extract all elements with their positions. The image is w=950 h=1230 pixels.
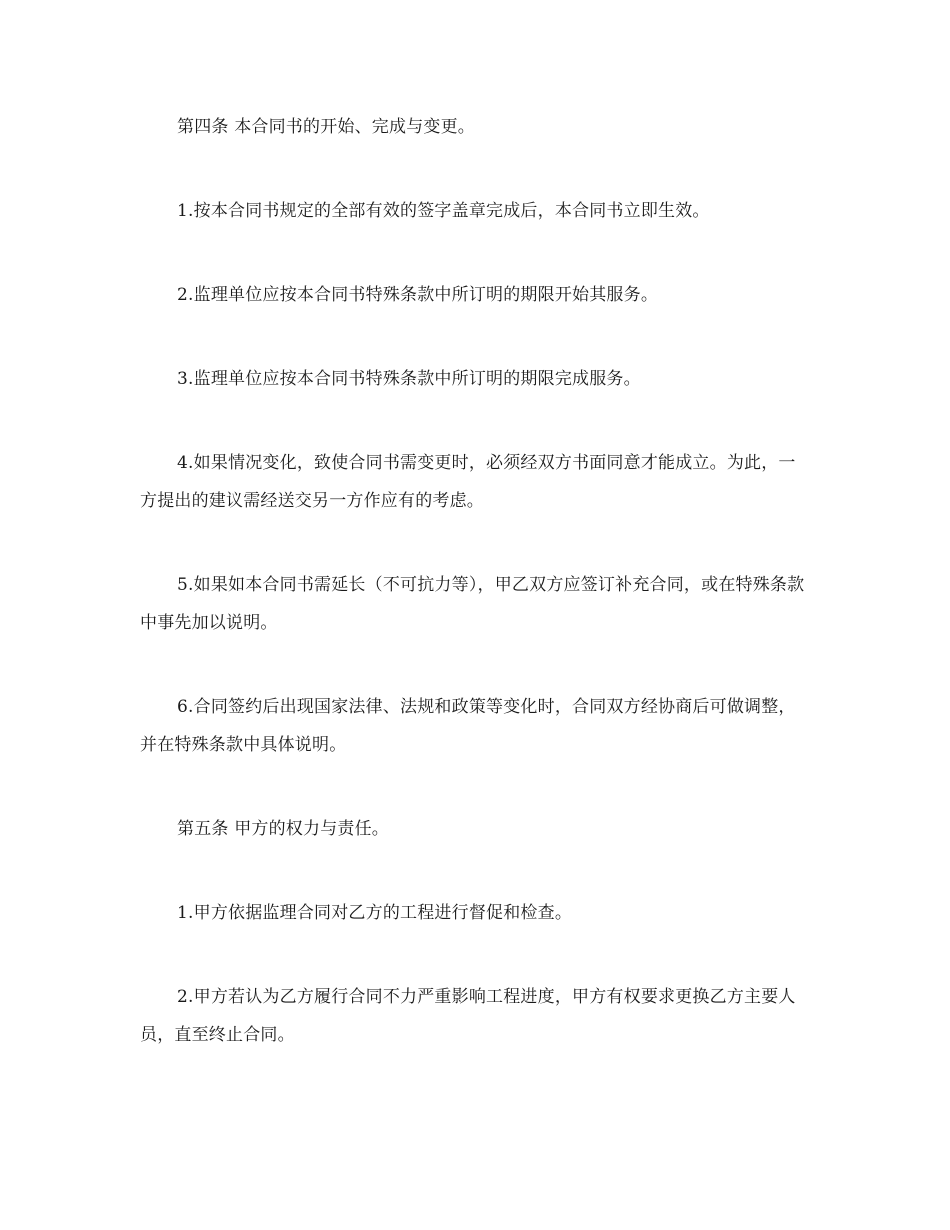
paragraph-gap	[140, 932, 812, 978]
article-4-clause-3: 3.监理单位应按本合同书特殊条款中所订明的期限完成服务。	[177, 369, 641, 389]
paragraph-gap	[140, 642, 812, 688]
article-4-clause-6: 6.合同签约后出现国家法律、法规和政策等变化时，合同双方经协商后可做调整，并在特殊条款中具体说明。	[140, 697, 796, 755]
article-5-clause-2: 2.甲方若认为乙方履行合同不力严重影响工程进度，甲方有权要求更换乙方主要人员，直至终止合同。	[140, 987, 796, 1045]
paragraph-gap	[140, 146, 812, 192]
article-5-heading: 第五条 甲方的权力与责任。	[177, 819, 390, 839]
paragraph-gap	[140, 398, 812, 444]
paragraph-gap	[140, 230, 812, 276]
paragraph-gap	[140, 520, 812, 566]
paragraph-gap	[140, 314, 812, 360]
article-4-clause-4: 4.如果情况变化，致使合同书需变更时，必须经双方书面同意才能成立。为此，一方提出的建议需经送交另一方作应有的考虑。	[140, 453, 796, 511]
article-5-clause-1: 1.甲方依据监理合同对乙方的工程进行督促和检查。	[177, 903, 573, 923]
article-4-heading: 第四条 本合同书的开始、完成与变更。	[177, 117, 476, 137]
article-4-clause-5: 5.如果如本合同书需延长（不可抗力等），甲乙双方应签订补充合同，或在特殊条款中事先加以说明。	[140, 575, 805, 633]
article-4-clause-2: 2.监理单位应按本合同书特殊条款中所订明的期限开始其服务。	[177, 285, 659, 305]
article-4-clause-1: 1.按本合同书规定的全部有效的签字盖章完成后，本合同书立即生效。	[177, 201, 710, 221]
paragraph-gap	[140, 848, 812, 894]
paragraph-gap	[140, 764, 812, 810]
document-body	[140, 108, 812, 1054]
